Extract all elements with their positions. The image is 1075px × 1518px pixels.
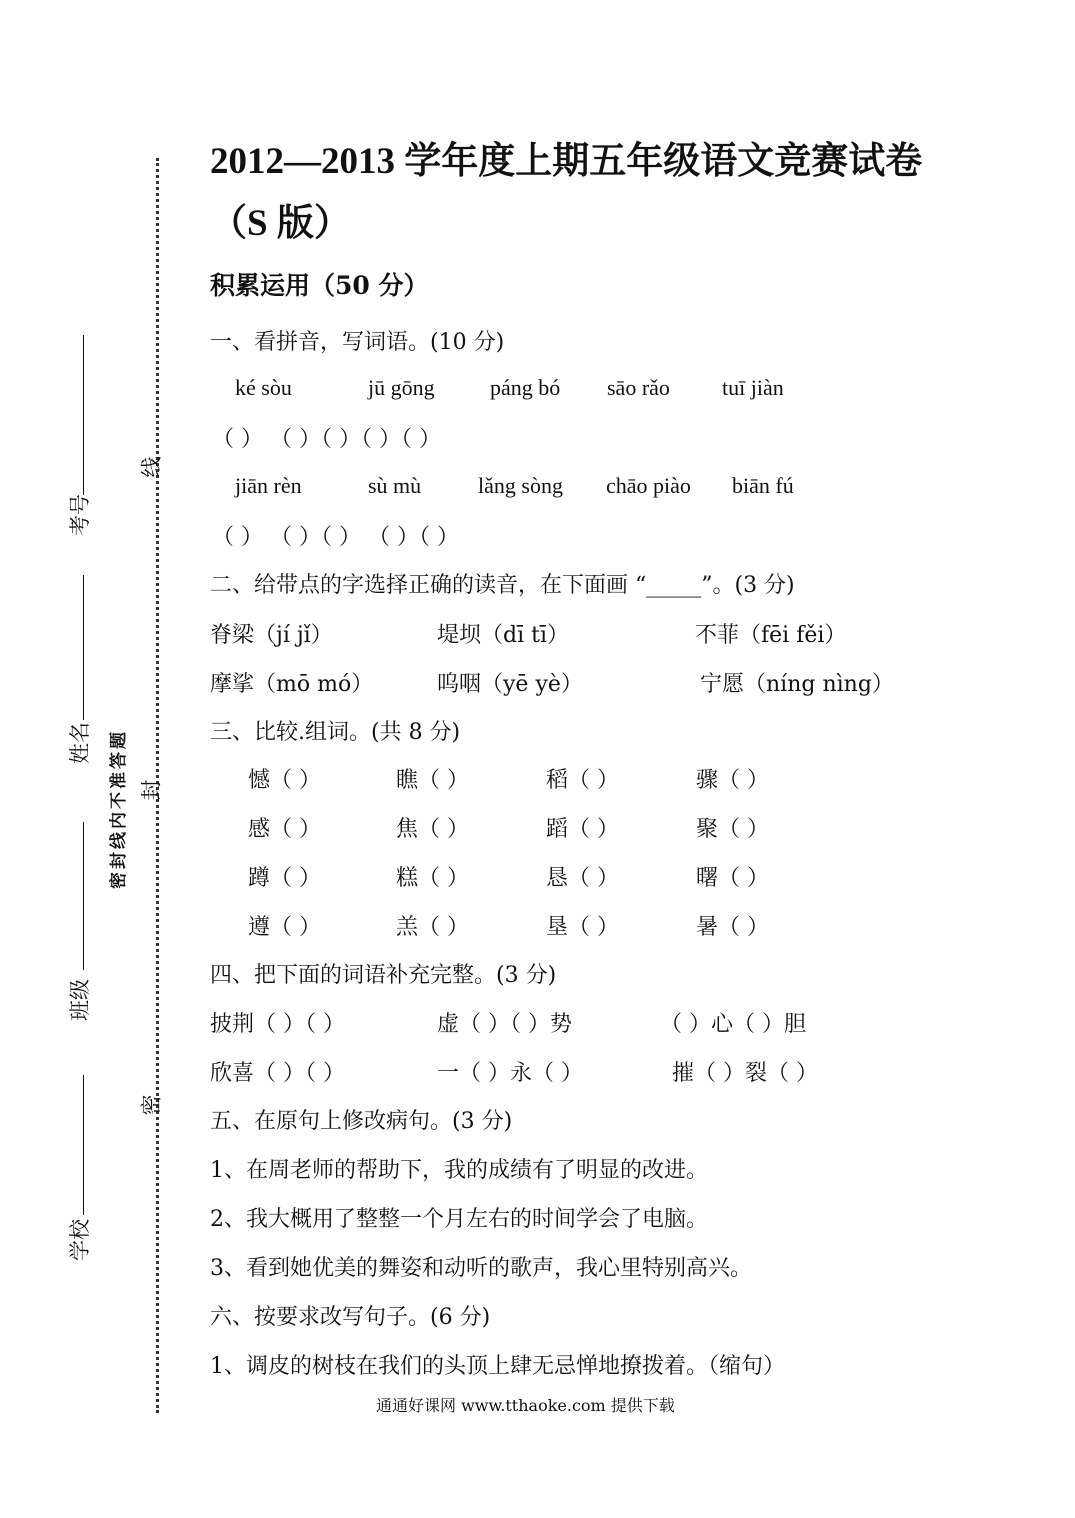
q4-item[interactable]: （ ）心（ ）胆 (660, 1012, 806, 1037)
q4-item[interactable]: 欣喜（ ）（ ） (210, 1061, 345, 1086)
name-line[interactable] (83, 575, 84, 720)
q3-cell[interactable]: 曙（ ） (696, 866, 769, 891)
line-mark-xian: 线 (139, 456, 164, 478)
q3-cell[interactable]: 蹈（ ） (546, 817, 619, 842)
q2-item[interactable]: 摩挲（mō mó） (210, 672, 374, 697)
pinyin: sù mù (368, 473, 422, 498)
q6-item[interactable]: 1、调皮的树枝在我们的头顶上肆无忌惮地撩拨着。（缩句） (210, 1354, 785, 1379)
school-line[interactable] (83, 1075, 84, 1215)
page-title: 2012—2013 学年度上期五年级语文竞赛试卷 (210, 141, 923, 182)
pinyin: lǎng sòng (478, 473, 563, 498)
pinyin: biān fú (732, 473, 794, 498)
q3-cell[interactable]: 聚（ ） (696, 817, 769, 842)
q3-cell[interactable]: 稻（ ） (546, 768, 619, 793)
q6-heading: 六、按要求改写句子。(6 分) (210, 1305, 491, 1330)
q4-heading: 四、把下面的词语补充完整。(3 分) (210, 963, 557, 988)
q4-item[interactable]: 一（ ）永（ ） (437, 1061, 583, 1086)
pinyin: ké sòu (235, 375, 292, 400)
q4-item[interactable]: 披荆（ ）（ ） (210, 1012, 345, 1037)
line-mark-mi: 密 (139, 1094, 164, 1116)
name-label: 姓名 (68, 722, 92, 764)
q2-item[interactable]: 不菲（fēi fěi） (695, 623, 847, 648)
q3-cell[interactable]: 骤（ ） (696, 768, 769, 793)
q3-cell[interactable]: 憾（ ） (248, 768, 321, 793)
school-label: 学校 (68, 1219, 92, 1261)
q5-item[interactable]: 2、我大概用了整整一个月左右的时间学会了电脑。 (210, 1207, 708, 1232)
seal-char: 不 (109, 792, 129, 809)
q3-cell[interactable]: 感（ ） (248, 817, 321, 842)
footer-credit: 通通好课网 www.tthaoke.com 提供下载 (376, 1396, 675, 1415)
q2-item[interactable]: 宁愿（níng nìng） (700, 672, 894, 697)
q3-cell[interactable]: 焦（ ） (396, 817, 469, 842)
class-label: 班级 (68, 979, 92, 1021)
seal-char: 准 (109, 772, 129, 789)
pinyin: chāo piào (606, 473, 691, 498)
pinyin: sāo rǎo (607, 375, 670, 400)
q1-blanks-row1[interactable]: （ ） （ ）（ ）（ ）（ ） (212, 427, 441, 452)
q3-heading: 三、比较.组词。(共 8 分) (210, 720, 461, 745)
q4-item[interactable]: 虚（ ）（ ）势 (437, 1012, 572, 1037)
line-mark-feng: 封 (139, 779, 164, 801)
q3-cell[interactable]: 糕（ ） (396, 866, 469, 891)
pinyin: jiān rèn (235, 473, 302, 498)
class-line[interactable] (83, 822, 84, 970)
seal-notice (108, 728, 130, 888)
exam-number-label: 考号 (68, 494, 92, 536)
page-subtitle: （S 版） (210, 203, 351, 244)
q1-blanks-row2[interactable]: （ ） （ ）（ ） （ ）（ ） (212, 525, 459, 550)
q3-cell[interactable]: 瞧（ ） (396, 768, 469, 793)
q5-item[interactable]: 1、在周老师的帮助下，我的成绩有了明显的改进。 (210, 1158, 708, 1183)
section-heading: 积累运用（50 分） (210, 271, 429, 300)
q3-cell[interactable]: 遵（ ） (248, 915, 321, 940)
q2-item[interactable]: 堤坝（dī tī） (437, 623, 569, 648)
q4-item[interactable]: 摧（ ）裂（ ） (672, 1061, 818, 1086)
q3-cell[interactable]: 垦（ ） (546, 915, 619, 940)
q5-item[interactable]: 3、看到她优美的舞姿和动听的歌声，我心里特别高兴。 (210, 1256, 752, 1281)
seal-char: 内 (109, 812, 129, 829)
pinyin: tuī jiàn (722, 375, 784, 400)
q3-cell[interactable]: 恳（ ） (546, 866, 619, 891)
seal-char: 答 (109, 752, 129, 769)
pinyin: páng bó (490, 375, 561, 400)
q2-item[interactable]: 呜咽（yē yè） (437, 672, 583, 697)
q5-heading: 五、在原句上修改病句。(3 分) (210, 1109, 513, 1134)
q3-cell[interactable]: 羔（ ） (396, 915, 469, 940)
seal-char: 密 (109, 872, 129, 889)
q2-item[interactable]: 脊梁（jí jǐ） (210, 623, 333, 648)
q3-cell[interactable]: 暑（ ） (696, 915, 769, 940)
seal-char: 封 (109, 852, 129, 869)
q2-heading: 二、给带点的字选择正确的读音，在下面画 “_____”。(3 分) (210, 573, 795, 598)
exam-number-line[interactable] (83, 335, 84, 495)
pinyin: jū gōng (368, 375, 435, 400)
q3-cell[interactable]: 蹲（ ） (248, 866, 321, 891)
seal-char: 题 (109, 732, 129, 749)
q1-heading: 一、看拼音，写词语。(10 分) (210, 330, 505, 355)
seal-char: 线 (109, 832, 129, 849)
